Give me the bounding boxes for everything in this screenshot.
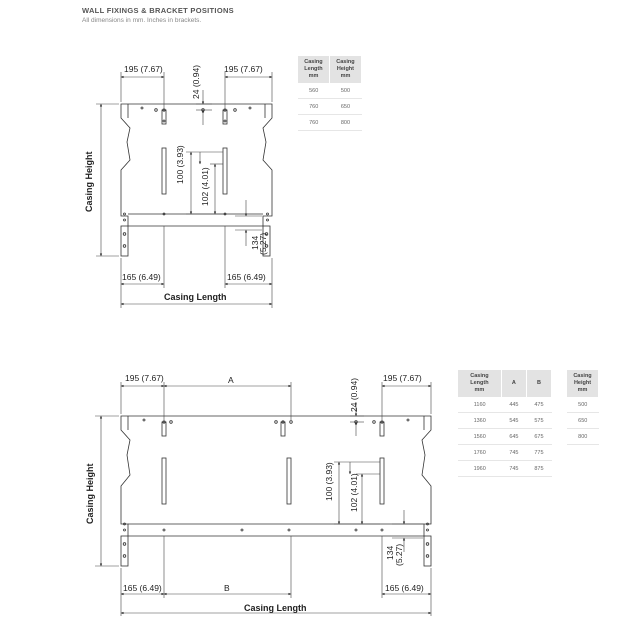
- d2-dim-102: 102 (4.01): [349, 473, 359, 512]
- table-row: 1960 745 875: [458, 461, 552, 477]
- table-row: 1760 745 775: [458, 445, 552, 461]
- bracket-bar-right: [223, 148, 227, 194]
- d2-dim-a: A: [228, 375, 234, 385]
- top-bracket-1: [162, 421, 172, 436]
- casing-outline-large: [121, 416, 431, 536]
- diagram-large: [121, 416, 431, 566]
- d2-dim-left-bottom: 165 (6.49): [123, 583, 162, 593]
- table-row: 1160 445 475: [458, 397, 552, 413]
- table-row: 760 800: [298, 115, 362, 131]
- d1-dim-134a: 134: [250, 235, 260, 250]
- t1-header-length: Casing Length mm: [298, 56, 329, 83]
- table-row: 800: [567, 429, 599, 445]
- table-row: 560 500: [298, 83, 362, 99]
- left-leg-large: [121, 536, 128, 566]
- height-table-large: [567, 370, 599, 445]
- page-subtitle: All dimensions in mm. Inches in brackets.: [82, 17, 202, 24]
- page-title: WALL FIXINGS & BRACKET POSITIONS: [82, 6, 234, 15]
- d2-dim-100: 100 (3.93): [324, 462, 334, 501]
- t2-header-a: A: [501, 370, 526, 397]
- bracket-bar-2: [287, 458, 291, 504]
- size-table-small: [298, 56, 362, 131]
- top-bracket-2: [275, 421, 293, 436]
- bracket-bar-1: [162, 458, 166, 504]
- t3-header-height: Casing Height mm: [567, 370, 599, 397]
- d1-dim-right-bottom: 165 (6.49): [227, 272, 266, 282]
- left-leg: [121, 226, 128, 256]
- d2-dim-left-top: 195 (7.67): [125, 373, 164, 383]
- d1-casing-length-label: Casing Length: [164, 292, 227, 302]
- casing-outline: [121, 104, 272, 226]
- d1-dim-134b: (5.27): [258, 232, 268, 255]
- table-row: 760 650: [298, 99, 362, 115]
- d1-dim-right-top: 195 (7.67): [224, 64, 263, 74]
- d2-dim-gap: 24 (0.94): [349, 377, 359, 412]
- d2-casing-length-label: Casing Length: [244, 603, 307, 613]
- table-row: 1360 545 575: [458, 413, 552, 429]
- d1-dim-100: 100 (3.93): [175, 145, 185, 184]
- table-row: 650: [567, 413, 599, 429]
- d2-casing-height-label: Casing Height: [85, 463, 95, 524]
- t2-header-length: Casing Length mm: [458, 370, 501, 397]
- d1-dim-left-bottom: 165 (6.49): [122, 272, 161, 282]
- d1-dim-gap: 24 (0.94): [191, 64, 201, 99]
- top-bracket-left: [155, 109, 166, 124]
- table-row: 500: [567, 397, 599, 413]
- d1-dim-left-top: 195 (7.67): [124, 64, 163, 74]
- size-table-large: [458, 370, 552, 477]
- top-bracket-3: [373, 421, 384, 436]
- d1-dim-102: 102 (4.01): [200, 167, 210, 206]
- top-bracket-right: [223, 109, 236, 124]
- d2-dim-right-bottom: 165 (6.49): [385, 583, 424, 593]
- t2-header-b: B: [526, 370, 551, 397]
- d2-dim-b: B: [224, 583, 230, 593]
- d2-dim-134b: (5.27): [394, 543, 404, 566]
- bracket-bar-3: [380, 458, 384, 504]
- diagram-small: [121, 104, 272, 256]
- right-leg-large: [424, 536, 431, 566]
- d2-dim-right-top: 195 (7.67): [383, 373, 422, 383]
- table-row: 1560 645 675: [458, 429, 552, 445]
- t1-header-height: Casing Height mm: [329, 56, 361, 83]
- bracket-bar-left: [162, 148, 166, 194]
- d1-casing-height-label: Casing Height: [84, 151, 94, 212]
- d2-dim-134a: 134: [385, 545, 395, 560]
